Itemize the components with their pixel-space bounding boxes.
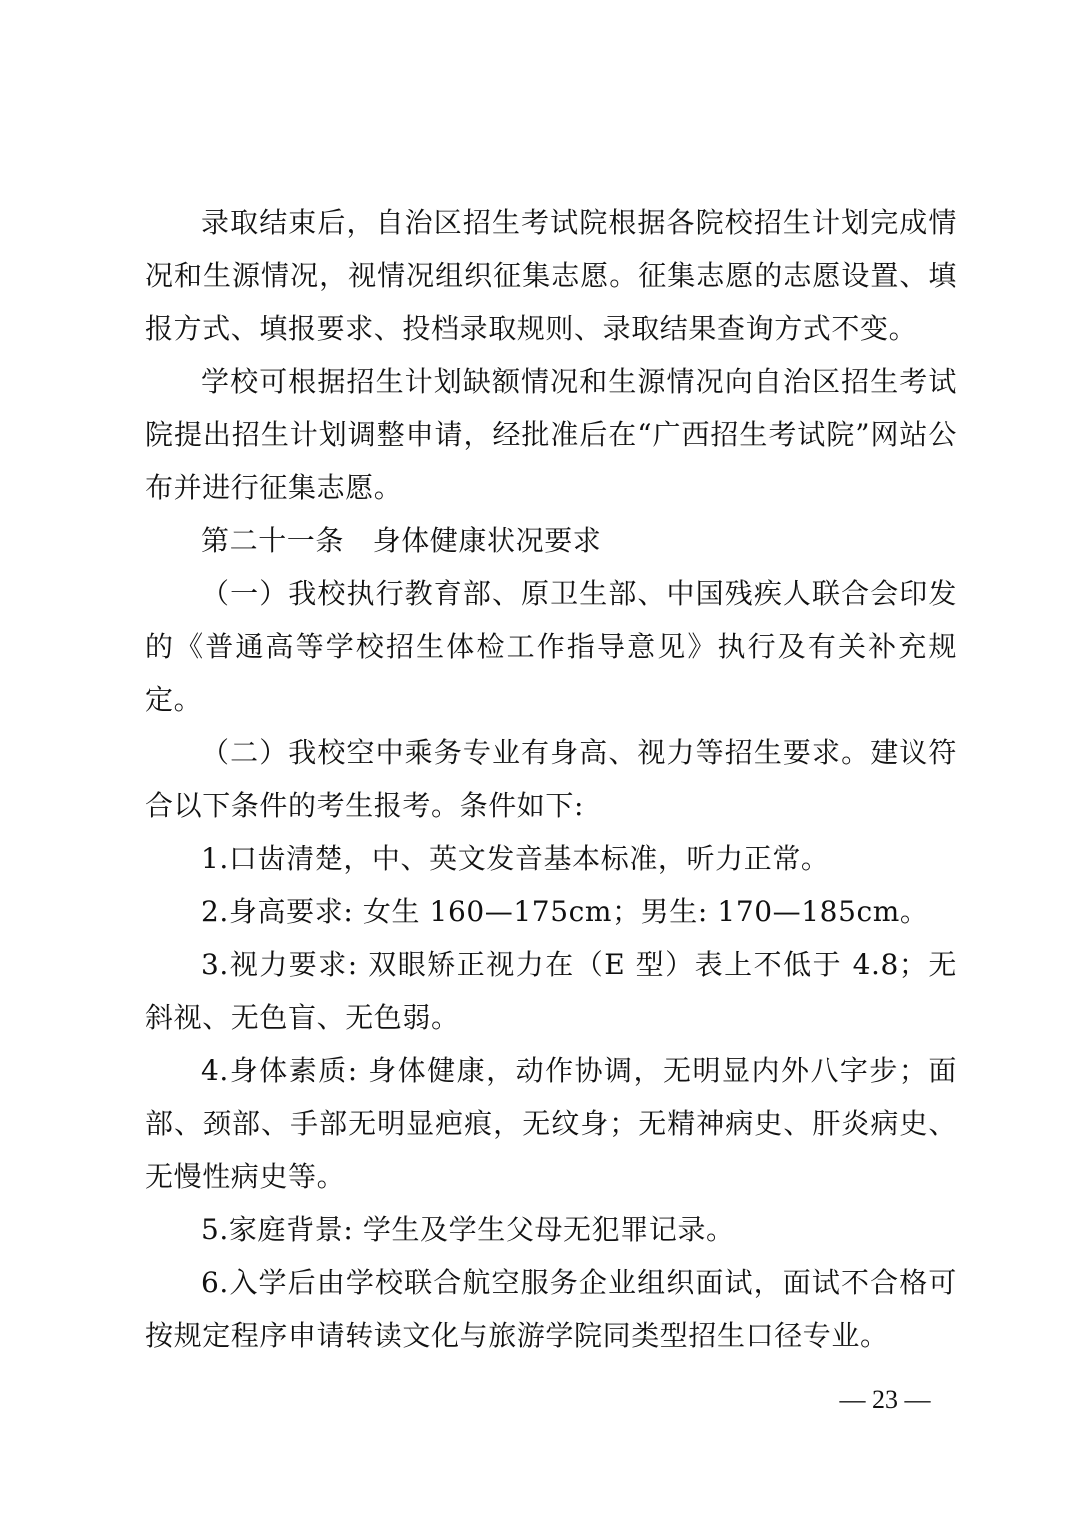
requirement-speech: 1.口齿清楚，中、英文发音基本标准，听力正常。 [201,842,830,875]
document-body [145,196,957,1362]
requirement-physical: 4.身体素质: 身体健康，动作协调，无明显内外八字步；面部、颈部、手部无明显疤痕，无纹身；无精神病史、肝炎病史、无慢性病史等。 [145,1054,957,1193]
paragraph-flight-attendant-requirements: （二）我校空中乘务专业有身高、视力等招生要求。建议符合以下条件的考生报考。条件如下: [145,736,957,822]
paragraph-admission-end: 录取结束后，自治区招生考试院根据各院校招生计划完成情况和生源情况，视情况组织征集志愿。征集志愿的志愿设置、填报方式、填报要求、投档录取规则、录取结果查询方式不变。 [145,206,957,345]
paragraph-plan-adjustment: 学校可根据招生计划缺额情况和生源情况向自治区招生考试院提出招生计划调整申请，经批准后在“广西招生考试院”网站公布并进行征集志愿。 [145,365,957,504]
paragraph-health-guideline: （一）我校执行教育部、原卫生部、中国残疾人联合会印发的《普通高等学校招生体检工作指导意见》执行及有关补充规定。 [145,577,957,716]
requirement-height: 2.身高要求: 女生 160—175cm；男生: 170—185cm。 [201,895,929,928]
page-number: — 23 — [839,1385,931,1414]
requirement-vision: 3.视力要求: 双眼矫正视力在（E 型）表上不低于 4.8；无斜视、无色盲、无色弱。 [145,948,957,1034]
requirement-family: 5.家庭背景: 学生及学生父母无犯罪记录。 [201,1213,735,1246]
article-21-heading: 第二十一条 身体健康状况要求 [201,524,602,557]
requirement-interview: 6.入学后由学校联合航空服务企业组织面试，面试不合格可按规定程序申请转读文化与旅游学院同类型招生口径专业。 [145,1266,957,1352]
